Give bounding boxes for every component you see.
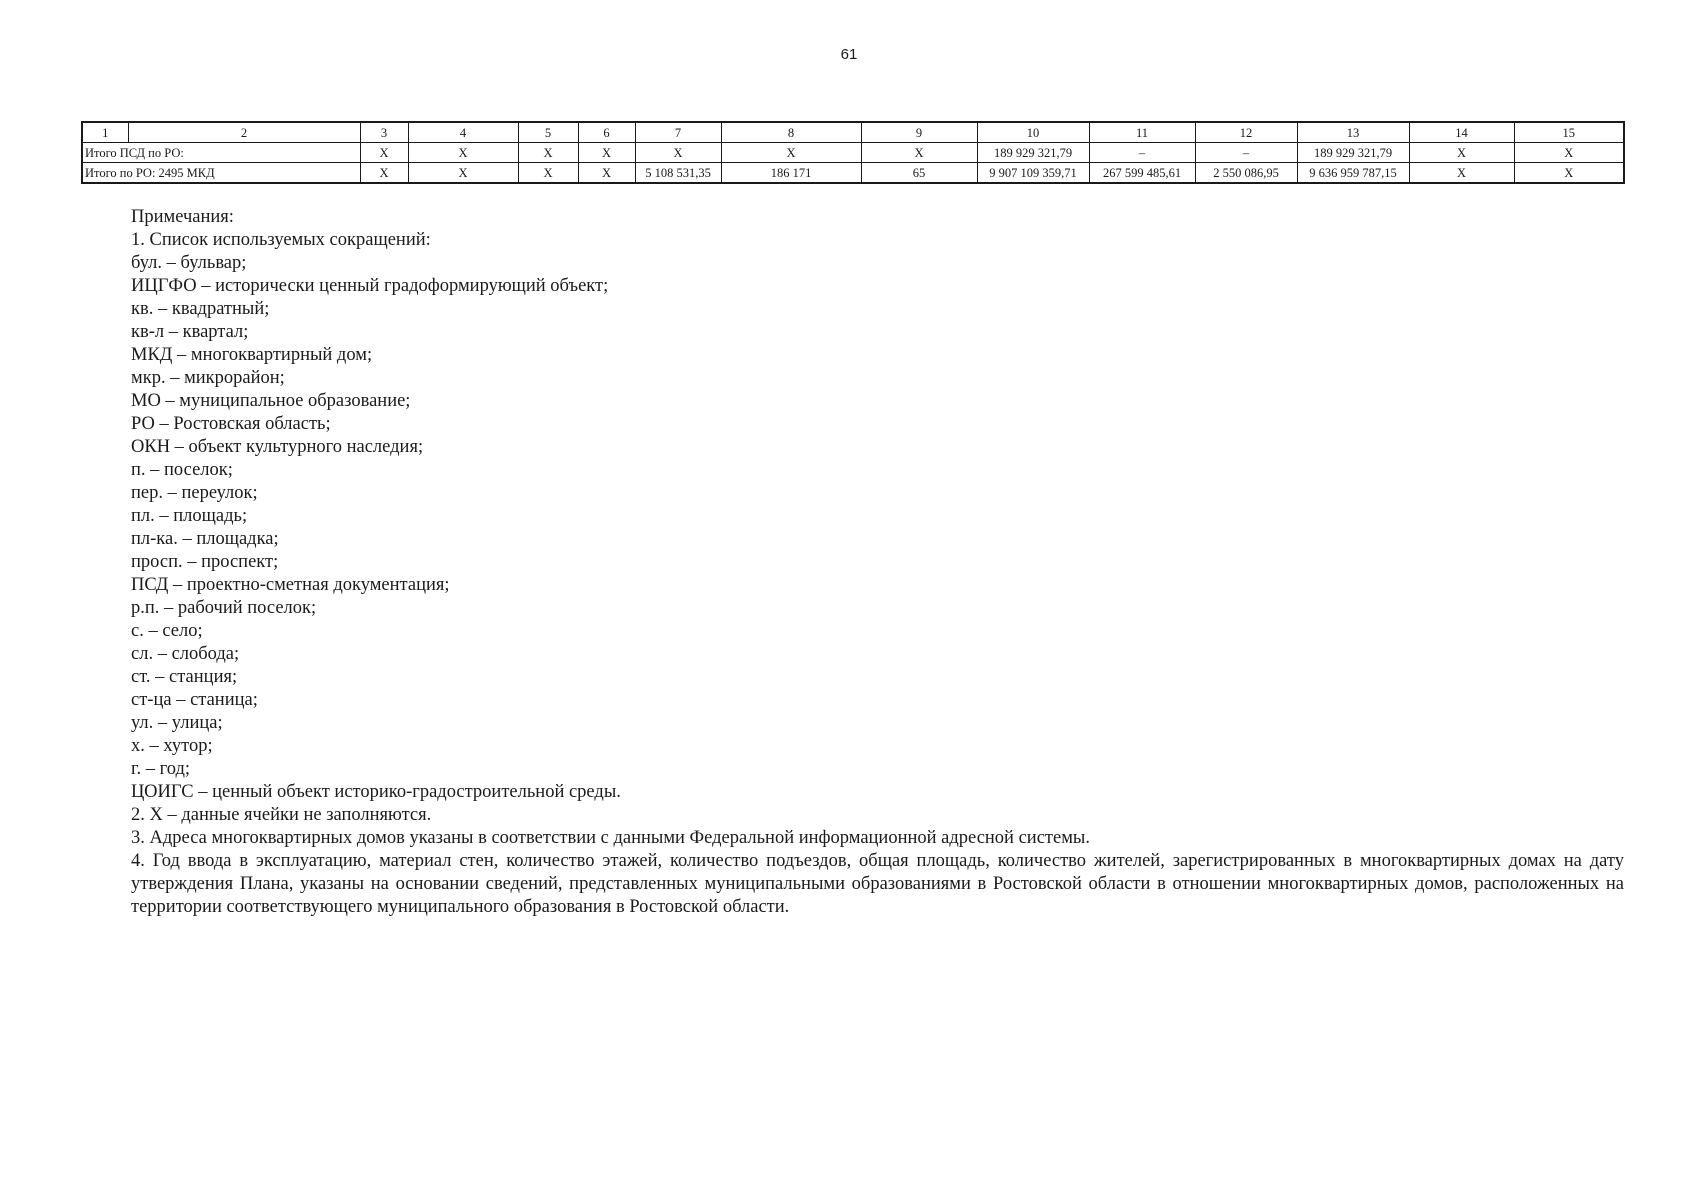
table-cell: 189 929 321,79 bbox=[977, 143, 1089, 163]
abbreviation-item: МО – муниципальное образование; bbox=[131, 391, 411, 411]
table-cell: X bbox=[1409, 163, 1514, 184]
table-cell: X bbox=[360, 163, 408, 184]
table-cell: X bbox=[518, 163, 578, 184]
table-row-ro-total bbox=[82, 163, 1624, 184]
abbreviation-item: МКД – многоквартирный дом; bbox=[131, 345, 373, 365]
header-cell: 15 bbox=[1514, 122, 1624, 143]
table-cell: 267 599 485,61 bbox=[1089, 163, 1195, 184]
abbreviation-item: ул. – улица; bbox=[131, 713, 223, 733]
table-row-psd-total bbox=[82, 143, 1624, 163]
header-cell: 3 bbox=[360, 122, 408, 143]
abbreviation-item: ИЦГФО – исторически ценный градоформирующий объект; bbox=[131, 276, 609, 296]
table-header-row bbox=[82, 122, 1624, 143]
abbreviation-item: р.п. – рабочий поселок; bbox=[131, 598, 317, 618]
header-cell: 8 bbox=[721, 122, 861, 143]
table-cell: X bbox=[408, 163, 518, 184]
summary-table bbox=[81, 121, 1625, 184]
header-cell: 6 bbox=[578, 122, 635, 143]
abbreviation-item: пл-ка. – площадка; bbox=[131, 529, 279, 549]
header-cell: 7 bbox=[635, 122, 721, 143]
header-cell: 14 bbox=[1409, 122, 1514, 143]
abbreviation-item: х. – хутор; bbox=[131, 736, 213, 756]
table-cell: X bbox=[721, 143, 861, 163]
table-cell: X bbox=[1514, 163, 1624, 184]
note-item-1-title: 1. Список используемых сокращений: bbox=[131, 230, 431, 250]
table-cell: 186 171 bbox=[721, 163, 861, 184]
row-label: Итого по РО: 2495 МКД bbox=[82, 163, 360, 184]
table-cell: X bbox=[518, 143, 578, 163]
table-cell: – bbox=[1195, 143, 1297, 163]
row-label: Итого ПСД по РО: bbox=[82, 143, 360, 163]
abbreviation-item: ПСД – проектно-сметная документация; bbox=[131, 575, 450, 595]
abbreviation-list bbox=[131, 252, 1624, 804]
abbreviation-item: кв. – квадратный; bbox=[131, 299, 270, 319]
table-cell: 2 550 086,95 bbox=[1195, 163, 1297, 184]
header-cell: 13 bbox=[1297, 122, 1409, 143]
table-cell: 5 108 531,35 bbox=[635, 163, 721, 184]
header-cell: 11 bbox=[1089, 122, 1195, 143]
table-cell: X bbox=[360, 143, 408, 163]
notes-title: Примечания: bbox=[131, 207, 234, 227]
abbreviation-item: ЦОИГС – ценный объект историко-градостроительной среды. bbox=[131, 782, 621, 802]
abbreviation-item: просп. – проспект; bbox=[131, 552, 279, 572]
table-cell: 189 929 321,79 bbox=[1297, 143, 1409, 163]
header-cell: 12 bbox=[1195, 122, 1297, 143]
abbreviation-item: г. – год; bbox=[131, 759, 191, 779]
table-cell: X bbox=[861, 143, 977, 163]
abbreviation-item: пл. – площадь; bbox=[131, 506, 248, 526]
abbreviation-item: ст. – станция; bbox=[131, 667, 238, 687]
table-cell: X bbox=[408, 143, 518, 163]
table-cell: 9 907 109 359,71 bbox=[977, 163, 1089, 184]
abbreviation-item: ст-ца – станица; bbox=[131, 690, 258, 710]
table-cell: – bbox=[1089, 143, 1195, 163]
header-cell: 9 bbox=[861, 122, 977, 143]
abbreviation-item: ОКН – объект культурного наследия; bbox=[131, 437, 424, 457]
header-cell: 1 bbox=[82, 122, 128, 143]
abbreviation-item: сл. – слобода; bbox=[131, 644, 240, 664]
table-cell: 65 bbox=[861, 163, 977, 184]
page-number: 61 bbox=[840, 46, 858, 63]
table-cell: X bbox=[1514, 143, 1624, 163]
abbreviation-item: с. – село; bbox=[131, 621, 203, 641]
abbreviation-item: кв-л – квартал; bbox=[131, 322, 249, 342]
header-cell: 4 bbox=[408, 122, 518, 143]
abbreviation-item: пер. – переулок; bbox=[131, 483, 258, 503]
abbreviation-item: п. – поселок; bbox=[131, 460, 233, 480]
table-cell: X bbox=[635, 143, 721, 163]
abbreviation-item: РО – Ростовская область; bbox=[131, 414, 331, 434]
header-cell: 5 bbox=[518, 122, 578, 143]
notes-section bbox=[131, 206, 1624, 919]
note-item-2: 2. X – данные ячейки не заполняются. bbox=[131, 805, 432, 825]
header-cell: 2 bbox=[128, 122, 360, 143]
abbreviation-item: мкр. – микрорайон; bbox=[131, 368, 285, 388]
note-item-4: 4. Год ввода в эксплуатацию, материал стен, количество этажей, количество подъездов, общая площадь, количество жителей, зарегистрированных в многоквартирных домах на дату утверждения Плана, указаны на основании сведений, представленных муниципальными образованиями в Ростовской области в отношении многоквартирных домов, расположенных на территории соответствующего муниципального образования в Ростовской области. bbox=[131, 851, 1624, 917]
note-item-3: 3. Адреса многоквартирных домов указаны в соответствии с данными Федеральной информационной адресной системы. bbox=[131, 828, 1090, 848]
table-cell: 9 636 959 787,15 bbox=[1297, 163, 1409, 184]
header-cell: 10 bbox=[977, 122, 1089, 143]
table-cell: X bbox=[578, 143, 635, 163]
table-cell: X bbox=[1409, 143, 1514, 163]
abbreviation-item: бул. – бульвар; bbox=[131, 253, 247, 273]
table-cell: X bbox=[578, 163, 635, 184]
